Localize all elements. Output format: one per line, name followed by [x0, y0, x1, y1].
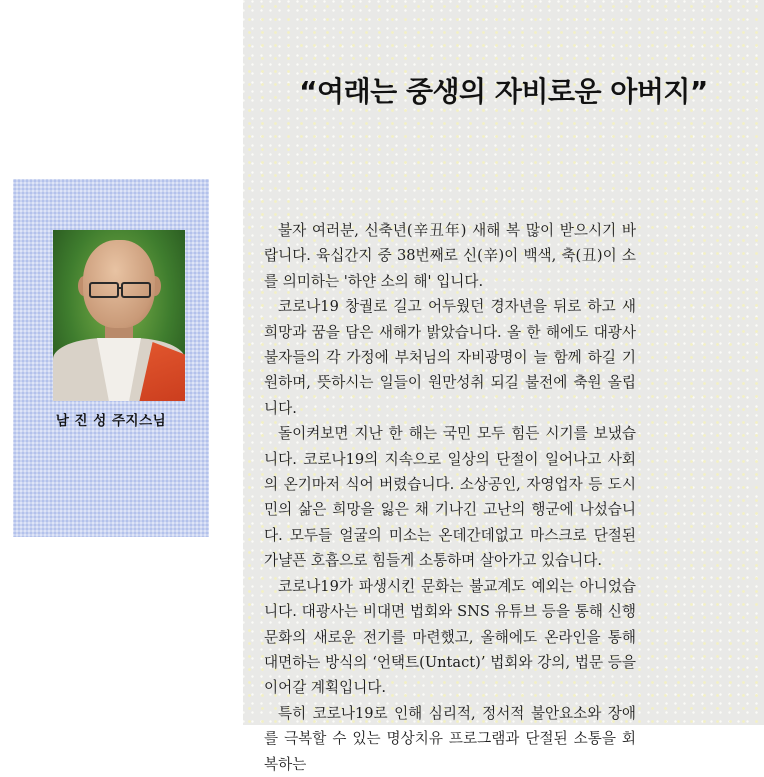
article-panel: [243, 0, 764, 773]
paragraph: 특히 코로나19로 인해 심리적, 정서적 불안요소와 장애를 극복할 수 있는 명상치유 프로그램과 단절된 소통을 회복하는: [264, 704, 636, 773]
article-body: [264, 218, 636, 777]
paragraph: 코로나19가 파생시킨 문화는 불교계도 예외는 아니었습니다. 대광사는 비대면 법회와 SNS 유튜브 등을 통해 신행문화의 새로운 전기를 마련했고, 올해에도 온라인을 통해 대면하는 방식의 ‘언택트(Untact)’ 법회와 강의, 법문 등을 이어갈 계획입니다.: [264, 577, 636, 697]
paragraph: 불자 여러분, 신축년(辛丑年) 새해 복 많이 받으시기 바랍니다. 육십간지 중 38번째로 신(辛)이 백색, 축(丑)이 소를 의미하는 '하얀 소의 해' 입니다.: [264, 222, 636, 290]
monk-portrait-photo: [53, 230, 185, 401]
paragraph: 돌이켜보면 지난 한 해는 국민 모두 힘든 시기를 보냈습니다. 코로나19의 지속으로 일상의 단절이 일어나고 사회의 온기마저 식어 버렸습니다. 소상공인, 자영업자 등 도시민의 삶은 희망을 잃은 채 기나긴 고난의 행군에 나섰습니다. 모두들 얼굴의 미소는 온데간데없고 마스크로 단절된 가냘픈 호흡으로 힘들게 소통하며 살아가고 있습니다.: [264, 425, 636, 570]
article-title: “여래는 중생의 자비로운 아버지”: [299, 75, 708, 108]
profile-card: [13, 179, 209, 537]
profile-caption: 남 진 성 주지스님: [55, 413, 167, 429]
left-column: [0, 0, 243, 725]
paragraph: 코로나19 창궐로 길고 어두웠던 경자년을 뒤로 하고 새 희망과 꿈을 담은 새해가 밝았습니다. 올 한 해에도 대광사 불자들의 각 가정에 부처님의 자비광명이 늘 함께 하길 기원하며, 뜻하시는 일들이 원만성취 되길 불전에 축원 올립니다.: [264, 298, 636, 417]
